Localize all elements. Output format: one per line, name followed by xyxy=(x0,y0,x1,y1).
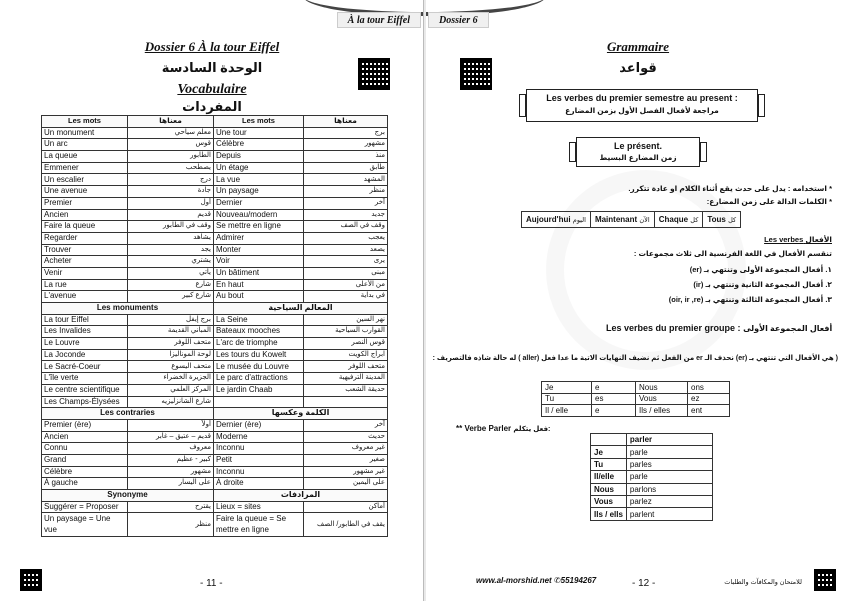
vocabulary-table xyxy=(41,115,388,537)
word-arabic: وقف في الصف xyxy=(304,221,388,233)
word-french: Connu xyxy=(42,443,128,455)
table-row xyxy=(42,326,388,338)
pronoun-cell: Ils / ells xyxy=(591,508,627,520)
word-french: Moderne xyxy=(214,431,304,443)
table-row xyxy=(42,349,388,361)
table-row xyxy=(42,373,388,385)
word-arabic: آخر xyxy=(304,419,388,431)
verb-form-cell: parle xyxy=(626,471,712,483)
word-arabic: لوحة الموناليزا xyxy=(128,349,214,361)
grammar-title: Grammaire xyxy=(606,39,670,54)
word-arabic: يصطحب xyxy=(128,162,214,174)
parler-conjugation-table xyxy=(590,433,713,521)
group-2: ٢. أفعال المجموعة الثانية وتنتهي بـ (ir) xyxy=(693,280,832,289)
verb-form-cell: parlent xyxy=(626,508,712,520)
word-french: Nouveau/modern xyxy=(214,209,304,221)
word-arabic: يرى xyxy=(304,256,388,268)
word-arabic: في بداية xyxy=(304,291,388,303)
word-french: Un arc xyxy=(42,139,128,151)
table-row xyxy=(591,471,713,483)
word-arabic: متحف اللوفر xyxy=(128,338,214,350)
word-arabic: جادة xyxy=(128,186,214,198)
word-arabic: طابق xyxy=(304,162,388,174)
word-french: La Seine xyxy=(214,314,304,326)
verb-form-cell: parlons xyxy=(626,483,712,495)
table-row xyxy=(42,384,388,396)
word-arabic: كبير - عظيم xyxy=(128,454,214,466)
word-french: Emmener xyxy=(42,162,128,174)
word-french: Les Invalides xyxy=(42,326,128,338)
word-french: Le centre scientifique xyxy=(42,384,128,396)
word-french: Venir xyxy=(42,267,128,279)
word-french: Un paysage = Une vue xyxy=(42,513,128,537)
table-header-row xyxy=(591,434,713,446)
table-row xyxy=(42,267,388,279)
word-arabic: حديقة الشعب xyxy=(304,384,388,396)
review-box xyxy=(526,89,758,122)
table-row xyxy=(591,483,713,495)
table-row xyxy=(591,458,713,470)
table-row xyxy=(42,419,388,431)
usage-text: * استخدامه : يدل على حدث يقع أثناء الكلام او عادة تتكرر. xyxy=(628,184,832,193)
column-header: معناها xyxy=(304,116,388,128)
word-french: Depuis xyxy=(214,151,304,163)
table-row xyxy=(42,127,388,139)
word-french: Dernier xyxy=(214,197,304,209)
word-french: Célèbre xyxy=(42,466,128,478)
table-row xyxy=(42,162,388,174)
verb-form-cell: parlez xyxy=(626,495,712,507)
footer-qr-icon xyxy=(20,569,42,591)
table-header-row xyxy=(42,303,388,315)
word-french: Faire la queue = Se mettre en ligne xyxy=(214,513,304,537)
word-french: Inconnu xyxy=(214,443,304,455)
table-row xyxy=(42,466,388,478)
word-arabic: المركز العلمي xyxy=(128,384,214,396)
pronoun-cell: Nous xyxy=(636,382,688,394)
rule-text: ( هي الأفعال التي تنتهي بـ (er) نحذف الـ er من الفعل ثم نضيف النهايات الاتية ما عدا فعل (aller ) له حالة شاذه فالتصريف : xyxy=(432,355,838,362)
word-french xyxy=(214,396,304,408)
table-row xyxy=(42,186,388,198)
pronoun-cell: Nous xyxy=(591,483,627,495)
dossier-title: Dossier 6 À la tour Eiffel xyxy=(144,39,280,54)
word-french: Un paysage xyxy=(214,186,304,198)
pronoun-cell: Je xyxy=(591,446,627,458)
word-french: Une avenue xyxy=(42,186,128,198)
word-french: Le Sacré-Coeur xyxy=(42,361,128,373)
word-french: La rue xyxy=(42,279,128,291)
word-french: Ancien xyxy=(42,431,128,443)
present-box-french: Le présent. xyxy=(613,141,662,151)
word-french: Acheter xyxy=(42,256,128,268)
word-arabic: درج xyxy=(128,174,214,186)
word-arabic: قوس xyxy=(128,139,214,151)
word-arabic: غير مشهور xyxy=(304,466,388,478)
word-french: Ancien xyxy=(42,209,128,221)
left-page xyxy=(0,0,424,601)
word-arabic: يجد xyxy=(128,244,214,256)
column-header: المرادفات xyxy=(214,490,388,502)
column-header: Les mots xyxy=(42,116,128,128)
word-arabic: منذ xyxy=(304,151,388,163)
time-markers-table xyxy=(521,211,741,228)
word-french: Faire la queue xyxy=(42,221,128,233)
word-french: Suggérer = Proposer xyxy=(42,501,128,513)
word-french: La queue xyxy=(42,151,128,163)
footer-qr-icon xyxy=(814,569,836,591)
word-french: Célèbre xyxy=(214,139,304,151)
table-row xyxy=(42,431,388,443)
word-arabic: معلم سياحي xyxy=(128,127,214,139)
word-arabic: أماكن xyxy=(304,501,388,513)
table-row xyxy=(591,495,713,507)
markers-text: * الكلمات الدالة على زمن المضارع: xyxy=(706,197,832,206)
word-french: Le parc d'attractions xyxy=(214,373,304,385)
word-french: Les tours du Kowelt xyxy=(214,349,304,361)
word-french: Voir xyxy=(214,256,304,268)
group-3: ٣. أفعال المجموعة الثالثة وتنتهي بـ (oir, ir ,re) xyxy=(668,295,832,304)
word-french: Monter xyxy=(214,244,304,256)
word-french: La tour Eiffel xyxy=(42,314,128,326)
word-arabic: يقف في الطابور/ الصف xyxy=(304,513,388,537)
word-arabic: ابراج الكويت xyxy=(304,349,388,361)
word-arabic: آخر xyxy=(304,197,388,209)
word-french: Une tour xyxy=(214,127,304,139)
word-french: Inconnu xyxy=(214,466,304,478)
word-french: Un bâtiment xyxy=(214,267,304,279)
vocab-title: Vocabulaire xyxy=(177,82,247,97)
word-french: En haut xyxy=(214,279,304,291)
column-header: parler xyxy=(626,434,712,446)
footer-contact: www.al-morshid.net ✆55194267 xyxy=(476,576,597,585)
pronoun-cell: Tu xyxy=(542,393,592,405)
word-french: Les Champs-Élysées xyxy=(42,396,128,408)
verbe-parler-label: ** Verbe Parler فعل يتكلم: xyxy=(456,424,551,433)
word-arabic: شارع كبير xyxy=(128,291,214,303)
table-row xyxy=(42,197,388,209)
table-row xyxy=(42,244,388,256)
word-french: Grand xyxy=(42,454,128,466)
empty-cell xyxy=(591,434,627,446)
page-number-left: - 11 - xyxy=(200,578,223,589)
marker-aujourdhui: Aujourd'hui اليوم xyxy=(522,212,591,228)
ending-cell: es xyxy=(592,393,636,405)
word-french: Un étage xyxy=(214,162,304,174)
footer-slogan: للامتحان والمكافآت والطلبات xyxy=(724,579,802,586)
table-row xyxy=(42,279,388,291)
column-header: Les monuments xyxy=(42,303,214,315)
table-row xyxy=(42,221,388,233)
word-arabic: الجزيرة الخضراء xyxy=(128,373,214,385)
word-arabic: مشهور xyxy=(128,466,214,478)
word-arabic: حديث xyxy=(304,431,388,443)
table-row xyxy=(42,139,388,151)
column-header: الكلمة وعكسها xyxy=(214,408,388,420)
word-arabic: قديم – عتيق – غابر xyxy=(128,431,214,443)
word-arabic: متحف اللوفر xyxy=(304,361,388,373)
word-arabic: يأتي xyxy=(128,267,214,279)
column-header: Synonyme xyxy=(42,490,214,502)
word-arabic: وقف في الطابور xyxy=(128,221,214,233)
word-arabic xyxy=(304,396,388,408)
vocab-title-arabic: المفردات xyxy=(182,99,242,114)
pronoun-cell: Je xyxy=(542,382,592,394)
ending-cell: ez xyxy=(688,393,730,405)
word-arabic: شارع الشانزليزيه xyxy=(128,396,214,408)
word-french: L'avenue xyxy=(42,291,128,303)
table-row xyxy=(42,396,388,408)
word-french: La vue xyxy=(214,174,304,186)
word-french: Un escalier xyxy=(42,174,128,186)
table-header-row xyxy=(42,490,388,502)
word-french: Le musée du Louvre xyxy=(214,361,304,373)
dossier-title-arabic: الوحدة السادسة xyxy=(161,60,263,75)
word-arabic: أولاً xyxy=(128,419,214,431)
pronoun-cell: Vous xyxy=(636,393,688,405)
word-french: Lieux = sites xyxy=(214,501,304,513)
table-header-row xyxy=(42,408,388,420)
word-french: Trouver xyxy=(42,244,128,256)
column-header: Les contraries xyxy=(42,408,214,420)
table-row xyxy=(42,209,388,221)
ending-cell: ons xyxy=(688,382,730,394)
word-arabic: يصعد xyxy=(304,244,388,256)
word-french: Le Louvre xyxy=(42,338,128,350)
review-box-french: Les verbes du premier semestre au present : xyxy=(546,93,738,103)
pronoun-cell: Il / elle xyxy=(542,405,592,417)
word-french: Admirer xyxy=(214,232,304,244)
table-row xyxy=(42,256,388,268)
word-arabic: يشتري xyxy=(128,256,214,268)
table-row xyxy=(42,232,388,244)
word-arabic: المدينة الترفيهية xyxy=(304,373,388,385)
word-arabic: يعجب xyxy=(304,232,388,244)
ending-cell: e xyxy=(592,382,636,394)
grammar-title-arabic: قواعد xyxy=(619,60,657,75)
ending-cell: e xyxy=(592,405,636,417)
table-row xyxy=(42,291,388,303)
word-french: Le jardin Chaab xyxy=(214,384,304,396)
table-row xyxy=(42,501,388,513)
groups-intro: تنقسم الأفعال في اللغة الفرنسية الى ثلاث مجموعات : xyxy=(633,249,832,258)
word-arabic: أول xyxy=(128,197,214,209)
table-row xyxy=(42,478,388,490)
word-french: Regarder xyxy=(42,232,128,244)
word-arabic: صغير xyxy=(304,454,388,466)
present-box xyxy=(576,137,700,167)
review-box-arabic: مراجعة لأفعال الفصل الأول بزمن المضارع xyxy=(565,106,719,115)
word-french: L'arc de triomphe xyxy=(214,338,304,350)
word-arabic: جديد xyxy=(304,209,388,221)
word-arabic: برج xyxy=(304,127,388,139)
table-row xyxy=(42,151,388,163)
word-french: La Joconde xyxy=(42,349,128,361)
table-row xyxy=(542,405,730,417)
verb-form-cell: parles xyxy=(626,458,712,470)
qr-code-icon xyxy=(460,58,492,90)
word-arabic: نهر السين xyxy=(304,314,388,326)
word-arabic: على اليمين xyxy=(304,478,388,490)
word-arabic: غير معروف xyxy=(304,443,388,455)
word-arabic: على اليسار xyxy=(128,478,214,490)
group-1: ١. أفعال المجموعة الأولى وتنتهي بـ (er) xyxy=(689,265,832,274)
word-arabic: مشهور xyxy=(304,139,388,151)
word-arabic: قوس النصر xyxy=(304,338,388,350)
word-arabic: مبنى xyxy=(304,267,388,279)
word-arabic: شارع xyxy=(128,279,214,291)
word-arabic: معروف xyxy=(128,443,214,455)
pronoun-cell: Vous xyxy=(591,495,627,507)
pronoun-cell: Il/elle xyxy=(591,471,627,483)
table-row xyxy=(42,513,388,537)
verbs-heading: الأفعال Les verbes xyxy=(764,235,832,244)
word-french: Petit xyxy=(214,454,304,466)
table-row xyxy=(542,382,730,394)
marker-tous: Tous كل xyxy=(703,212,741,228)
table-row xyxy=(42,174,388,186)
pronoun-cell: Ils / elles xyxy=(636,405,688,417)
table-header-row xyxy=(42,116,388,128)
pronoun-cell: Tu xyxy=(591,458,627,470)
word-arabic: منظر xyxy=(304,186,388,198)
table-row xyxy=(42,454,388,466)
marker-maintenant: Maintenant الآن xyxy=(590,212,654,228)
column-header: Les mots xyxy=(214,116,304,128)
word-french: Au bout xyxy=(214,291,304,303)
word-arabic: برج إيفل xyxy=(128,314,214,326)
ending-cell: ent xyxy=(688,405,730,417)
table-row xyxy=(591,508,713,520)
word-french: À droite xyxy=(214,478,304,490)
word-arabic: يقترح xyxy=(128,501,214,513)
word-french: À gauche xyxy=(42,478,128,490)
running-head-left: À la tour Eiffel xyxy=(337,12,421,28)
table-row xyxy=(42,361,388,373)
endings-table xyxy=(541,381,730,417)
word-french: Premier xyxy=(42,197,128,209)
table-row xyxy=(591,446,713,458)
word-french: L'île verte xyxy=(42,373,128,385)
word-arabic: الطابور xyxy=(128,151,214,163)
word-french: Se mettre en ligne xyxy=(214,221,304,233)
table-row xyxy=(42,314,388,326)
first-group-heading: Les verbes du premier groupe : أفعال المجموعة الأولى xyxy=(606,323,833,333)
column-header: المعالم السياحية xyxy=(214,303,388,315)
present-box-arabic: زمن المضارع البسيط xyxy=(599,153,677,162)
word-arabic: المباني القديمة xyxy=(128,326,214,338)
word-arabic: القوارب السياحية xyxy=(304,326,388,338)
word-arabic: منظر xyxy=(128,513,214,537)
page-number-right: - 12 - xyxy=(632,578,656,589)
word-arabic: يشاهد xyxy=(128,232,214,244)
table-row xyxy=(542,393,730,405)
word-french: Premier (ère) xyxy=(42,419,128,431)
table-row xyxy=(42,338,388,350)
word-arabic: من الأعلى xyxy=(304,279,388,291)
word-french: Dernier (ère) xyxy=(214,419,304,431)
word-french: Bateaux mooches xyxy=(214,326,304,338)
verb-form-cell: parle xyxy=(626,446,712,458)
word-arabic: متحف اليسوع xyxy=(128,361,214,373)
column-header: معناها xyxy=(128,116,214,128)
marker-chaque: Chaque كل xyxy=(654,212,703,228)
word-french: Un monument xyxy=(42,127,128,139)
word-arabic: قديم xyxy=(128,209,214,221)
running-head-right: Dossier 6 xyxy=(428,12,489,28)
word-arabic: المشهد xyxy=(304,174,388,186)
right-page xyxy=(426,0,850,601)
table-row xyxy=(42,443,388,455)
